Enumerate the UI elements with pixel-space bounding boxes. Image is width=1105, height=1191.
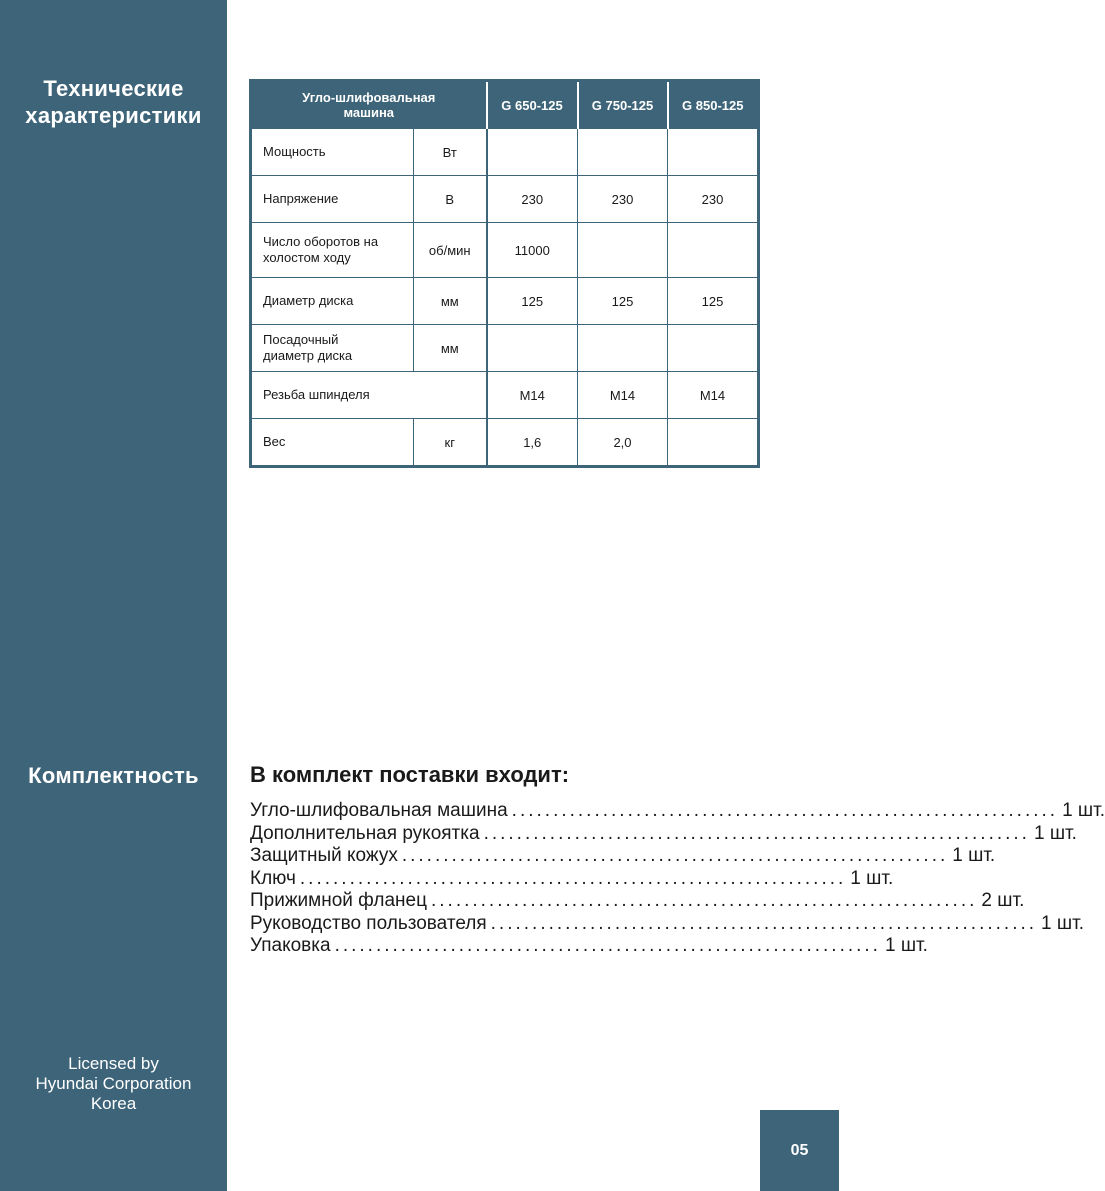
table-header-row xyxy=(251,81,759,129)
kit-heading: Комплектность xyxy=(28,763,199,788)
value-cell xyxy=(668,325,759,372)
value-cell: 125 xyxy=(487,278,578,325)
specs-heading-line: характеристики xyxy=(25,103,202,128)
value-cell xyxy=(487,325,578,372)
list-item xyxy=(250,890,1025,913)
sidebar xyxy=(0,0,227,1191)
param-cell: Резьба шпинделя xyxy=(251,372,487,419)
value-cell xyxy=(668,129,759,176)
value-cell: M14 xyxy=(578,372,668,419)
leader-dots: .................................................................. xyxy=(483,822,1030,844)
value-cell xyxy=(578,325,668,372)
item-name: Ключ xyxy=(250,867,296,889)
license-line: Hyundai Corporation xyxy=(35,1074,192,1093)
param-line: холостом ходу xyxy=(263,250,351,265)
table-row xyxy=(251,325,759,372)
param-cell xyxy=(251,223,414,278)
value-cell: 125 xyxy=(578,278,668,325)
value-cell: 125 xyxy=(668,278,759,325)
table-row xyxy=(251,278,759,325)
item-name: Угло-шлифовальная машина xyxy=(250,800,508,821)
item-name: Защитный кожух xyxy=(250,845,398,866)
item-name: Упаковка xyxy=(250,935,331,956)
leader-dots: .................................................................. xyxy=(430,890,978,911)
kit-list xyxy=(250,800,1105,958)
license-text xyxy=(0,1054,227,1114)
unit-cell: об/мин xyxy=(414,223,487,278)
item-qty: 1 шт. xyxy=(952,845,996,866)
value-cell: 1,6 xyxy=(487,419,578,467)
value-cell: M14 xyxy=(668,372,759,419)
unit-cell: кг xyxy=(414,419,487,467)
item-qty: 1 шт. xyxy=(850,867,894,889)
value-cell: 11000 xyxy=(487,223,578,278)
unit-cell: мм xyxy=(414,278,487,325)
item-qty: 1 шт. xyxy=(1041,912,1085,934)
item-name: Руководство пользователя xyxy=(250,912,487,934)
param-cell: Диаметр диска xyxy=(251,278,414,325)
table-row xyxy=(251,372,759,419)
item-name: Прижимной фланец xyxy=(250,890,427,911)
model-header: G 850-125 xyxy=(668,81,759,129)
specs-table xyxy=(249,79,760,468)
list-item xyxy=(250,845,996,868)
item-qty: 1 шт. xyxy=(884,935,928,956)
license-line: Licensed by xyxy=(68,1054,159,1073)
leader-dots: .................................................................. xyxy=(334,935,881,956)
unit-cell: мм xyxy=(414,325,487,372)
table-row xyxy=(251,419,759,467)
leader-dots: .................................................................. xyxy=(490,912,1038,934)
leader-dots: .................................................................. xyxy=(511,800,1059,821)
value-cell xyxy=(668,419,759,467)
license-line: Korea xyxy=(90,1094,137,1113)
table-row xyxy=(251,176,759,223)
value-cell: 2,0 xyxy=(578,419,668,467)
table-row xyxy=(251,223,759,278)
item-qty: 2 шт. xyxy=(981,890,1025,911)
param-line: Число оборотов на xyxy=(263,234,379,249)
header-product-label xyxy=(251,81,487,129)
value-cell: 230 xyxy=(487,176,578,223)
value-cell xyxy=(487,129,578,176)
leader-dots: .................................................................. xyxy=(299,867,847,889)
item-name: Дополнительная рукоятка xyxy=(250,822,480,844)
model-header: G 750-125 xyxy=(578,81,668,129)
item-qty: 1 шт. xyxy=(1062,800,1105,821)
specs-heading-line: Технические xyxy=(43,76,184,101)
list-item xyxy=(250,800,1105,823)
header-label-line: машина xyxy=(343,105,395,120)
list-item xyxy=(250,867,894,891)
leader-dots: .................................................................. xyxy=(401,845,949,866)
value-cell: 230 xyxy=(668,176,759,223)
list-item xyxy=(250,822,1077,846)
header-label-line: Угло-шлифовальная xyxy=(302,90,436,105)
list-item xyxy=(250,912,1085,936)
specs-heading xyxy=(0,75,227,129)
list-item xyxy=(250,935,928,958)
table-row xyxy=(251,129,759,176)
param-cell: Напряжение xyxy=(251,176,414,223)
model-header: G 650-125 xyxy=(487,81,578,129)
kit-title: В комплект поставки входит: xyxy=(250,762,570,787)
unit-cell: Вт xyxy=(414,129,487,176)
page-number: 05 xyxy=(760,1110,839,1191)
value-cell: M14 xyxy=(487,372,578,419)
param-cell xyxy=(251,325,414,372)
param-line: диаметр диска xyxy=(263,348,353,363)
value-cell xyxy=(668,223,759,278)
unit-cell: В xyxy=(414,176,487,223)
param-cell: Вес xyxy=(251,419,414,467)
value-cell xyxy=(578,223,668,278)
param-line: Посадочный xyxy=(263,332,339,347)
item-qty: 1 шт. xyxy=(1033,822,1077,844)
value-cell: 230 xyxy=(578,176,668,223)
value-cell xyxy=(578,129,668,176)
param-cell: Мощность xyxy=(251,129,414,176)
